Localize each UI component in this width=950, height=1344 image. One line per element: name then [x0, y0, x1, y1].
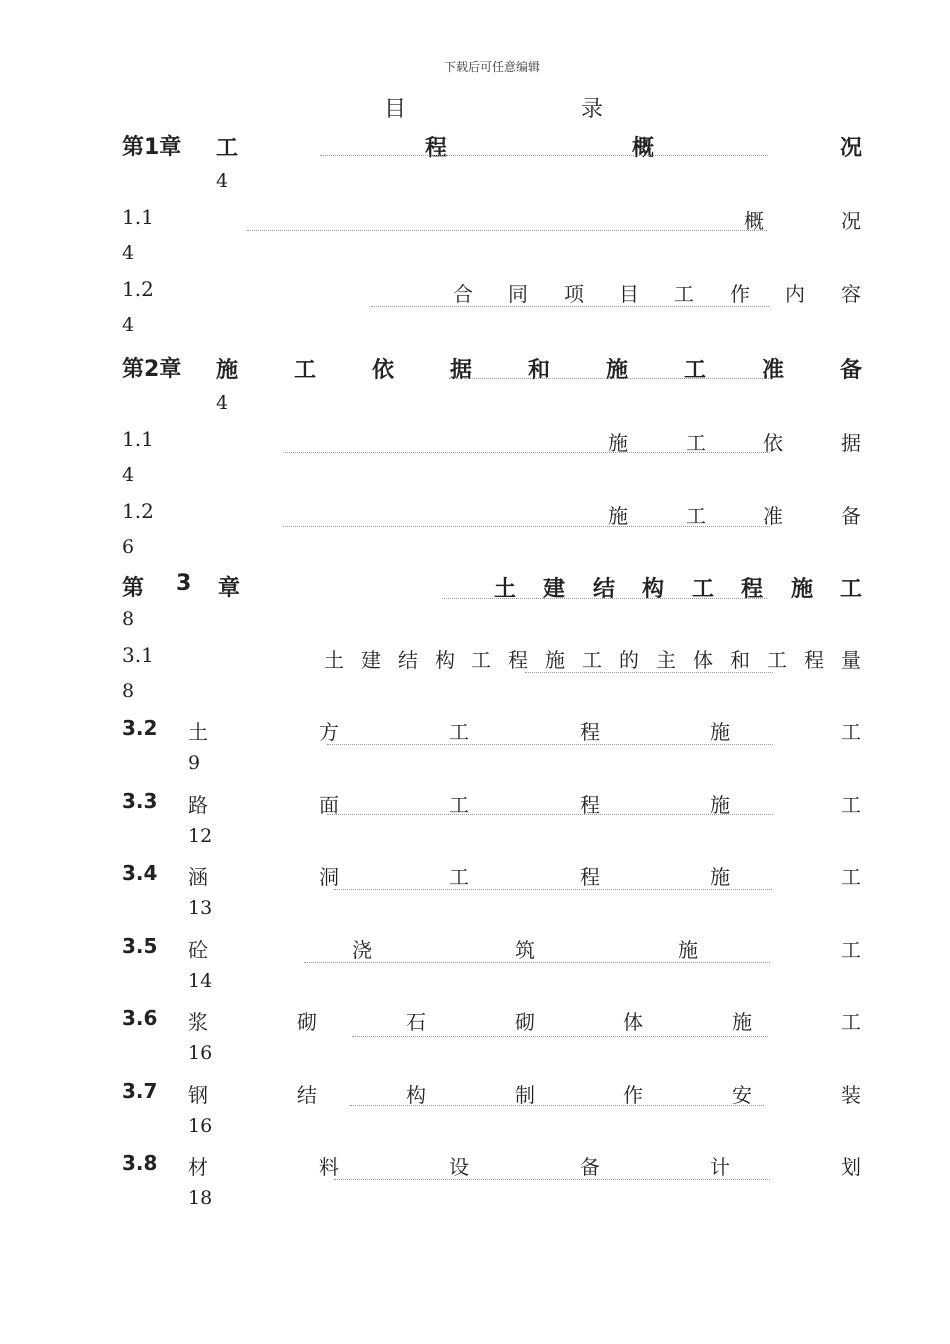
- entry-char: 施: [678, 938, 698, 962]
- page-number: 18: [188, 1187, 213, 1209]
- entry-char: 构: [642, 577, 665, 602]
- chapter-number: 第2章: [122, 357, 182, 382]
- entry-char: 施: [608, 431, 628, 455]
- entry-char: 施: [791, 577, 814, 602]
- entry-char: 工: [216, 136, 239, 161]
- entry-char: 工: [841, 1010, 861, 1034]
- entry-char: 砌: [515, 1010, 535, 1034]
- entry-char: 结: [297, 1083, 317, 1107]
- dot-leader: [449, 378, 773, 379]
- entry-char: 工: [767, 648, 787, 672]
- entry-char: 的: [619, 648, 639, 672]
- section-number: 1.2: [122, 277, 154, 301]
- entry-char: 施: [545, 648, 565, 672]
- page-number: 4: [122, 464, 135, 486]
- dot-leader: [371, 306, 769, 307]
- entry-char: 施: [710, 793, 730, 817]
- entry-char: 概: [632, 136, 655, 161]
- entry-char: 程: [425, 136, 448, 161]
- entry-char: 程: [580, 793, 600, 817]
- entry-char: 依: [763, 431, 783, 455]
- page-number: 16: [188, 1115, 213, 1137]
- entry-char: 合: [453, 282, 473, 306]
- entry-char: 内: [785, 282, 805, 306]
- entry-char: 料: [319, 1155, 339, 1179]
- entry-char: 洞: [319, 865, 339, 889]
- entry-char: 施: [606, 358, 629, 383]
- section-number: 1.1: [122, 205, 154, 229]
- dot-leader: [283, 526, 770, 527]
- entry-char: 土: [494, 577, 517, 602]
- entry-char: 石: [406, 1010, 426, 1034]
- entry-char: 划: [841, 1155, 861, 1179]
- entry-char: 面: [319, 793, 339, 817]
- section-number: 3.5: [122, 934, 158, 958]
- header-note: 下载后可任意编辑: [444, 60, 541, 74]
- section-number: 1.2: [122, 499, 154, 523]
- section-number: 3.8: [122, 1151, 158, 1175]
- dot-leader: [320, 155, 768, 156]
- entry-char: 和: [730, 648, 750, 672]
- entry-char: 依: [372, 358, 395, 383]
- entry-char: 程: [580, 865, 600, 889]
- page-number: 9: [188, 752, 201, 774]
- entry-char: 程: [741, 577, 764, 602]
- entry-char: 工: [684, 358, 707, 383]
- page-number: 8: [122, 680, 135, 702]
- entry-char: 制: [515, 1083, 535, 1107]
- chapter-number-part: 章: [218, 576, 241, 601]
- dot-leader: [442, 598, 767, 599]
- dot-leader: [352, 1036, 768, 1037]
- entry-char: 据: [450, 358, 473, 383]
- entry-char: 结: [593, 577, 616, 602]
- dot-leader: [350, 1105, 764, 1106]
- dot-leader: [283, 452, 770, 453]
- entry-char: 浇: [352, 938, 372, 962]
- section-number: 3.4: [122, 861, 158, 885]
- chapter-number-part: 3: [176, 571, 192, 596]
- entry-char: 装: [841, 1083, 861, 1107]
- entry-char: 筑: [515, 938, 535, 962]
- entry-char: 概: [744, 209, 764, 233]
- section-number: 3.2: [122, 716, 158, 740]
- chapter-number: 第1章: [122, 135, 182, 160]
- page-number: 4: [216, 392, 229, 414]
- entry-char: 工: [582, 648, 602, 672]
- entry-char: 施: [710, 720, 730, 744]
- entry-char: 工: [841, 865, 861, 889]
- dot-leader: [327, 814, 773, 815]
- page-number: 4: [122, 242, 135, 264]
- entry-char: 工: [449, 793, 469, 817]
- dot-leader: [327, 744, 773, 745]
- entry-char: 钢: [188, 1083, 208, 1107]
- toc-title-char-1: 目: [384, 97, 407, 122]
- entry-char: 构: [435, 648, 455, 672]
- entry-char: 程: [804, 648, 824, 672]
- entry-char: 施: [732, 1010, 752, 1034]
- page-number: 4: [216, 170, 229, 192]
- entry-char: 砌: [297, 1010, 317, 1034]
- entry-char: 路: [188, 793, 208, 817]
- entry-char: 工: [841, 793, 861, 817]
- entry-char: 体: [623, 1010, 643, 1034]
- entry-char: 构: [406, 1083, 426, 1107]
- dot-leader: [334, 1179, 770, 1180]
- entry-char: 砼: [188, 938, 208, 962]
- page-number: 13: [188, 897, 213, 919]
- entry-char: 涵: [188, 865, 208, 889]
- page-number: 16: [188, 1042, 213, 1064]
- entry-char: 容: [841, 282, 861, 306]
- entry-char: 安: [732, 1083, 752, 1107]
- page-number: 4: [122, 314, 135, 336]
- entry-char: 工: [471, 648, 491, 672]
- entry-char: 同: [508, 282, 528, 306]
- entry-char: 工: [674, 282, 694, 306]
- entry-char: 工: [692, 577, 715, 602]
- section-number: 3.6: [122, 1006, 158, 1030]
- entry-char: 工: [449, 865, 469, 889]
- page-number: 14: [188, 970, 213, 992]
- entry-char: 建: [543, 577, 566, 602]
- entry-char: 浆: [188, 1010, 208, 1034]
- page-number: 6: [122, 536, 135, 558]
- entry-char: 况: [841, 209, 861, 233]
- entry-char: 和: [528, 358, 551, 383]
- entry-char: 工: [294, 358, 317, 383]
- entry-char: 备: [840, 358, 863, 383]
- entry-char: 建: [361, 648, 381, 672]
- entry-char: 据: [841, 431, 861, 455]
- entry-char: 程: [508, 648, 528, 672]
- entry-char: 况: [840, 136, 863, 161]
- entry-char: 体: [693, 648, 713, 672]
- entry-char: 设: [449, 1155, 469, 1179]
- entry-char: 作: [730, 282, 750, 306]
- page-number: 8: [122, 608, 135, 630]
- entry-char: 工: [840, 577, 863, 602]
- entry-char: 施: [216, 358, 239, 383]
- entry-char: 主: [656, 648, 676, 672]
- entry-char: 备: [580, 1155, 600, 1179]
- section-number: 3.1: [122, 643, 154, 667]
- toc-title-char-2: 录: [581, 97, 604, 122]
- entry-char: 作: [623, 1083, 643, 1107]
- entry-char: 程: [580, 720, 600, 744]
- entry-char: 工: [686, 504, 706, 528]
- section-number: 3.3: [122, 789, 158, 813]
- entry-char: 材: [188, 1155, 208, 1179]
- dot-leader: [247, 230, 767, 231]
- entry-char: 工: [841, 720, 861, 744]
- chapter-number-part: 第: [122, 576, 145, 601]
- entry-char: 方: [319, 720, 339, 744]
- dot-leader: [334, 889, 772, 890]
- entry-char: 准: [762, 358, 785, 383]
- entry-char: 备: [841, 504, 861, 528]
- dot-leader: [525, 672, 773, 673]
- entry-char: 施: [608, 504, 628, 528]
- entry-char: 结: [398, 648, 418, 672]
- entry-char: 土: [188, 720, 208, 744]
- entry-char: 计: [710, 1155, 730, 1179]
- entry-char: 工: [841, 938, 861, 962]
- entry-char: 项: [564, 282, 584, 306]
- entry-char: 量: [841, 648, 861, 672]
- page-number: 12: [188, 825, 213, 847]
- entry-char: 准: [763, 504, 783, 528]
- entry-char: 工: [449, 720, 469, 744]
- section-number: 3.7: [122, 1079, 158, 1103]
- entry-char: 目: [619, 282, 639, 306]
- entry-char: 施: [710, 865, 730, 889]
- entry-char: 土: [324, 648, 344, 672]
- section-number: 1.1: [122, 427, 154, 451]
- dot-leader: [304, 962, 770, 963]
- entry-char: 工: [686, 431, 706, 455]
